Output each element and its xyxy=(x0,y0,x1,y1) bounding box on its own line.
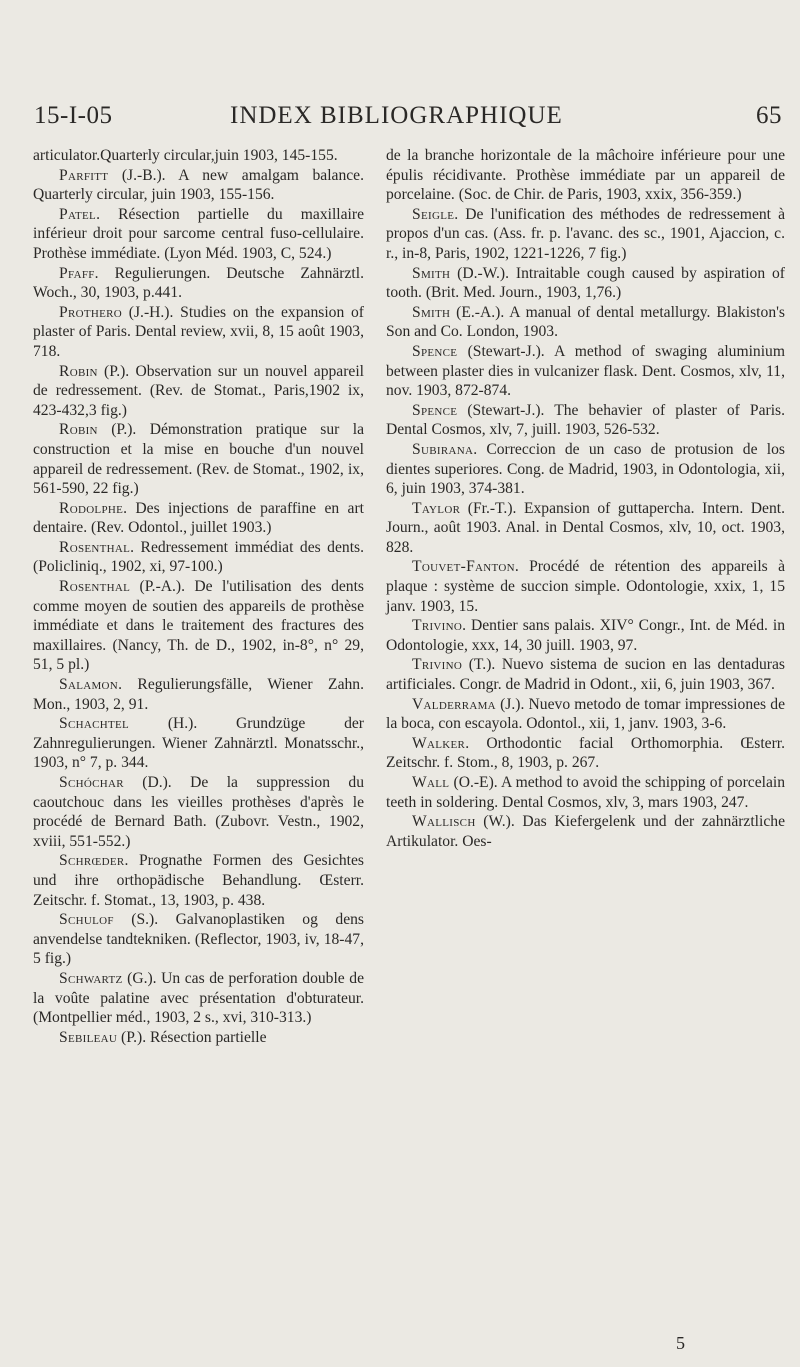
entry-text: (J.-B.). A new amalgam balance. Quarterly circular, juin 1903, 155-156. xyxy=(33,166,364,204)
entry-author: Schrœder xyxy=(59,852,125,870)
entry-author: Sebileau xyxy=(59,1028,118,1046)
entry-text: (P.). Résection partielle xyxy=(117,1028,267,1046)
bibliography-entry xyxy=(33,1028,364,1048)
left-column xyxy=(33,146,364,1047)
bibliography-entry xyxy=(33,303,364,362)
entry-author: Walker xyxy=(412,734,466,752)
bibliography-entry xyxy=(386,812,785,851)
entry-text: (S.). Galvanoplastiken og dens anvendelse tandtekniken. (Reflector, 1903, iv, 18-47, 5 fig.) xyxy=(33,911,364,968)
entry-author: Trivino xyxy=(412,617,463,635)
entry-author: Subirana xyxy=(412,440,474,458)
bibliography-entry xyxy=(33,146,364,166)
entry-author: Rosenthal xyxy=(59,538,131,556)
entry-text: . Correccion de un caso de protusion de los dientes superiores. Cong. de Madrid, 1903, in Odontologia, xii, 6, juin 1903, 374-381. xyxy=(386,440,785,498)
entry-text: . Dentier sans palais. XIV° Congr., Int. de Méd. in Odontologie, xxx, 14, 30 juill. 1903, 97. xyxy=(386,617,785,654)
running-header xyxy=(34,102,782,132)
entry-author: Touvet-Fanton xyxy=(412,558,515,576)
entry-text: de la branche horizontale de la mâchoire inférieure pour une épulis récidivante. Prothèse immédiate par un appareil de porcelaine. (Soc. de Chir. de Paris, 1903, xxix, 356-359.) xyxy=(386,147,785,204)
entry-text: . Regulierungsfälle, Wiener Zahn. Mon., 1903, 2, 91. xyxy=(33,676,364,713)
bibliography-entry xyxy=(386,616,785,655)
bibliography-entry xyxy=(386,342,785,401)
entry-text: (Stewart-J.). The behavier of plaster of Paris. Dental Cosmos, xlv, 7, juill. 1903, 526-532. xyxy=(386,401,785,439)
bibliography-entry xyxy=(33,969,364,1028)
entry-text: (D.-W.). Intraitable cough caused by aspiration of tooth. (Brit. Med. Journ., 1903, 1,76.) xyxy=(386,264,785,302)
entry-author: Wallisch xyxy=(412,813,476,831)
bibliography-entry xyxy=(33,538,364,577)
bibliography-entry xyxy=(33,910,364,969)
bibliography-entry xyxy=(386,695,785,734)
entry-author: Schóchar xyxy=(59,774,124,791)
entry-text: . Procédé de rétention des appareils à plaque : système de succion simple. Odontologie, xxix, 1, 15 janv. 1903, 15. xyxy=(386,558,785,615)
bibliography-entry xyxy=(33,675,364,714)
entry-text: (Stewart-J.). A method of swaging aluminium between plaster dies in vulcanizer flask. Dent. Cosmos, xlv, 11, nov. 1903, 872-874. xyxy=(386,342,785,400)
entry-text: . Redressement immédiat des dents. (Policliniq., 1902, xi, 97-100.) xyxy=(33,538,364,576)
bibliography-entry xyxy=(33,166,364,205)
entry-text: . Des injections de paraffine en art dentaire. (Rev. Odontol., juillet 1903.) xyxy=(33,499,364,537)
entry-author: Smith xyxy=(412,303,451,321)
entry-author: Trivino xyxy=(412,656,463,674)
bibliography-entry xyxy=(386,264,785,303)
entry-author: Rosenthal xyxy=(59,578,131,596)
entry-text: (H.). Grundzüge der Zahnregulierungen. Wiener Zahnärztl. Monatsschr., 1903, n° 7, p. 344. xyxy=(33,715,364,772)
entry-text: . Prognathe Formen des Gesichtes und ihre orthopädische Behandlung. Œsterr. Zeitschr. f. Stomat., 13, 1903, p. 438. xyxy=(33,852,364,909)
entry-text: (T.). Nuevo sistema de sucion en las dentaduras artificiales. Congr. de Madrid in Odont., xii, 6, juin 1903, 367. xyxy=(386,656,785,694)
bibliography-entry xyxy=(386,655,785,694)
entry-text: (W.). Das Kiefergelenk und der zahnärztliche Artikulator. Oes- xyxy=(386,813,785,850)
bibliography-entry xyxy=(386,773,785,812)
entry-author: Wall xyxy=(412,774,450,791)
entry-author: Taylor xyxy=(412,499,461,517)
entry-author: Schulof xyxy=(59,911,114,929)
bibliography-entry xyxy=(386,146,785,205)
entry-author: Spence xyxy=(412,401,458,419)
entry-author: Rodolphe xyxy=(59,499,124,517)
entry-author: Patel xyxy=(59,205,97,223)
bibliography-entry xyxy=(386,440,785,499)
bibliography-entry xyxy=(386,499,785,558)
entry-author: Pfaff xyxy=(59,264,95,282)
entry-text: (J.). Nuevo metodo de tomar impressiones de la boca, con escayola. Odontol., xii, 1, janv. 1903, 3-6. xyxy=(386,695,785,733)
bibliography-entry xyxy=(386,205,785,264)
bibliography-entry xyxy=(33,264,364,303)
entry-author: Robin xyxy=(59,362,98,380)
entry-text: articulator.Quarterly circular,juin 1903, 145-155. xyxy=(33,147,338,164)
bibliography-entry xyxy=(386,557,785,616)
bibliography-entry xyxy=(33,362,364,421)
signature-mark: 5 xyxy=(676,1333,685,1353)
entry-author: Schachtel xyxy=(59,715,130,733)
page-number: 65 xyxy=(756,102,782,129)
entry-author: Salamon xyxy=(59,676,119,694)
entry-author: Prothero xyxy=(59,303,123,321)
bibliography-entry xyxy=(33,851,364,910)
entry-text: (J.-H.). Studies on the expansion of plaster of Paris. Dental review, xvii, 8, 15 août 1903, 718. xyxy=(33,303,364,360)
entry-author: Smith xyxy=(412,264,451,282)
bibliography-entry xyxy=(33,577,364,675)
entry-author: Valderrama xyxy=(412,695,496,713)
right-column xyxy=(386,146,785,851)
header-title: INDEX BIBLIOGRAPHIQUE xyxy=(230,102,563,129)
entry-author: Seigle xyxy=(412,205,455,223)
header-date: 15-I-05 xyxy=(34,102,113,129)
entry-text: (P.). Démonstration pratique sur la construction et la mise en bouche d'un nouvel appareil de redressement. (Rev. de Stomat., 1902, ix, 561-590, 22 fig.) xyxy=(33,421,364,498)
bibliography-entry xyxy=(33,714,364,773)
entry-text: (P.). Observation sur un nouvel appareil de redressement. (Rev. de Stomat., Paris,1902 ix, 423-432,3 fig.) xyxy=(33,362,364,419)
entry-author: Spence xyxy=(412,342,458,360)
entry-text: (G.). Un cas de perforation double de la voûte palatine avec présentation d'obturateur. (Montpellier méd., 1903, 2 s., xvi, 310-313.) xyxy=(33,969,364,1027)
entry-author: Robin xyxy=(59,421,98,439)
entry-text: (O.-E). A method to avoid the schipping of porcelain teeth in soldering. Dental Cosmos, xlv, 3, mars 1903, 247. xyxy=(386,774,785,811)
bibliography-entry xyxy=(33,499,364,538)
entry-text: (Fr.-T.). Expansion of guttapercha. Intern. Dent. Journ., août 1903. Anal. in Dental Cosmos, xlv, 10, oct. 1903, 828. xyxy=(386,499,785,556)
bibliography-entry xyxy=(33,420,364,498)
entry-author: Parfitt xyxy=(59,166,109,184)
bibliography-entry xyxy=(33,205,364,264)
entry-text: (E.-A.). A manual of dental metallurgy. Blakiston's Son and Co. London, 1903. xyxy=(386,303,785,341)
entry-text: (P.-A.). De l'utilisation des dents comme moyen de soutien des appareils de prothèse immédiate et dans le traitement des fractures des maxillaires. (Nancy, Th. de D., 1902, in-8°, n° 29, 51, 5 pl.) xyxy=(33,578,364,674)
bibliography-entry xyxy=(386,401,785,440)
bibliography-entry xyxy=(386,303,785,342)
bibliography-entry xyxy=(33,773,364,851)
entry-text: . De l'unification des méthodes de redressement à propos d'un cas. (Ass. fr. p. l'avanc. des sc., 1901, Ajaccion, c. r., in-8, Paris, 1902, 1221-1226, 7 fig.) xyxy=(386,205,785,262)
entry-author: Schwartz xyxy=(59,969,123,987)
entry-text: . Orthodontic facial Orthomorphia. Œsterr. Zeitschr. f. Stom., 8, 1903, p. 267. xyxy=(386,734,785,772)
entry-text: (D.). De la suppression du caoutchouc dans les vieilles prothèses d'après le procédé de Bernard Bath. (Zubovr. Vestn., 1902, xviii, 551-552.) xyxy=(33,774,364,850)
entry-text: . Regulierungen. Deutsche Zahnärztl. Woch., 30, 1903, p.441. xyxy=(33,264,364,302)
entry-text: . Résection partielle du maxillaire inférieur droit pour sarcome central fuso-cellulaire. Prothèse immédiate. (Lyon Méd. 1903, C, 524.) xyxy=(33,205,364,262)
bibliography-entry xyxy=(386,734,785,773)
